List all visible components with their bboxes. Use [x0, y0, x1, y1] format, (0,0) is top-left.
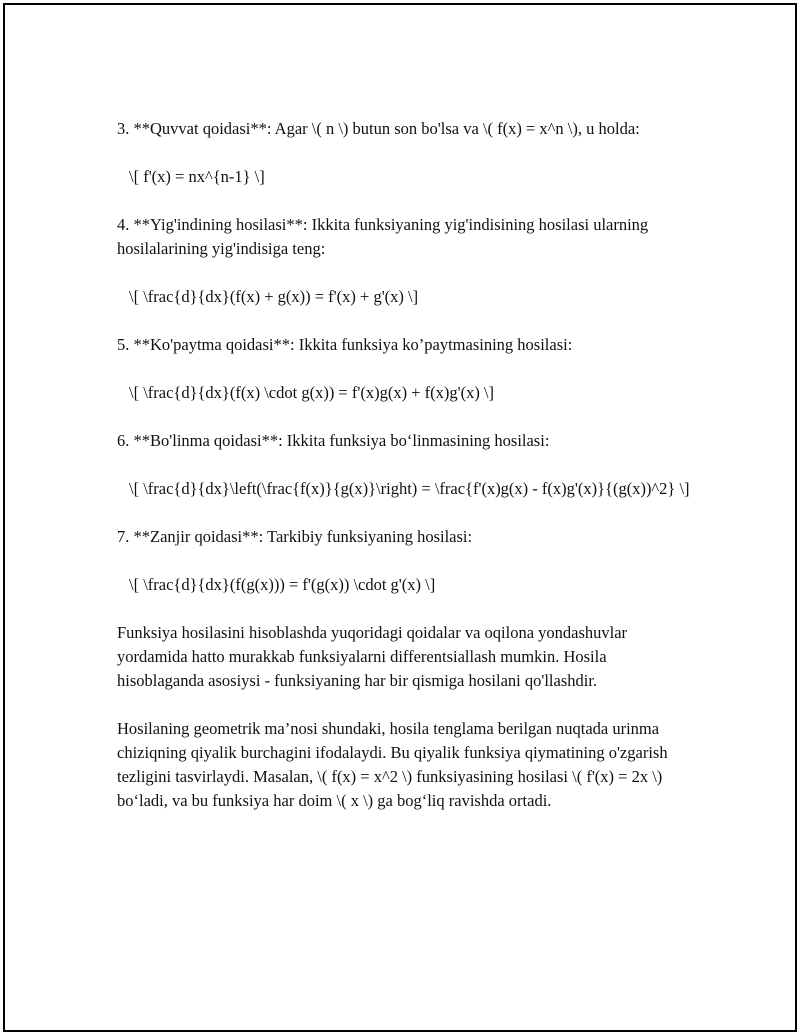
rule-6-text: 6. **Bo'linma qoidasi**: Ikkita funksiya bo‘linmasining hosilasi:: [117, 431, 550, 450]
paragraph-geometric-meaning: Hosilaning geometrik ma’nosi shundaki, hosila tenglama berilgan nuqtada urinma chiziqning qiyalik burchagini ifodalaydi. Bu qiyalik funksiya qiymatining o'zgarish tezligini tasvirlaydi. Masalan, \( f(x) = x^2 \) funksiyasining hosilasi \( f'(x) = 2x \) bo‘ladi, va bu funksiya har doim \( x \) ga bog‘liq ravishda ortadi.: [117, 719, 672, 810]
rule-5-text: 5. **Ko'paytma qoidasi**: Ikkita funksiya ko’paytmasining hosilasi:: [117, 335, 573, 354]
rule-3-text: 3. **Quvvat qoidasi**: Agar \( n \) butun son bo'lsa va \( f(x) = x^n \), u holda:: [117, 119, 640, 138]
rule-5-formula: \[ \frac{d}{dx}(f(x) \cdot g(x)) = f'(x)g(x) + f(x)g'(x) \]: [129, 383, 495, 402]
document-body: [117, 117, 692, 837]
paragraph-derivative-rules: Funksiya hosilasini hisoblashda yuqoridagi qoidalar va oqilona yondashuvlar yordamida hatto murakkab funksiyalarni differentsiallash mumkin. Hosila hisoblaganda asosiysi - funksiyaning har bir qismiga hosilani qo'llashdir.: [117, 623, 632, 690]
rule-3-formula: \[ f'(x) = nx^{n-1} \]: [129, 167, 265, 186]
rule-7-text: 7. **Zanjir qoidasi**: Tarkibiy funksiyaning hosilasi:: [117, 527, 473, 546]
rule-4-formula: \[ \frac{d}{dx}(f(x) + g(x)) = f'(x) + g'(x) \]: [129, 287, 419, 306]
rule-6-formula: \[ \frac{d}{dx}\left(\frac{f(x)}{g(x)}\right) = \frac{f'(x)g(x) - f(x)g'(x)}{(g(x))^2} \]: [129, 479, 690, 498]
rule-4-text: 4. **Yig'indining hosilasi**: Ikkita funksiyaning yig'indisining hosilasi ularning hosilalarining yig'indisiga teng:: [117, 215, 653, 258]
rule-7-formula: \[ \frac{d}{dx}(f(g(x))) = f'(g(x)) \cdot g'(x) \]: [129, 575, 436, 594]
